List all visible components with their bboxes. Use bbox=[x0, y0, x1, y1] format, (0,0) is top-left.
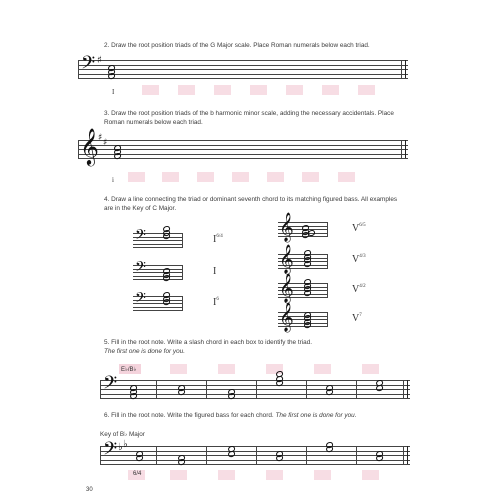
answer-box[interactable] bbox=[267, 172, 284, 182]
q4-left-staff-2 bbox=[133, 259, 183, 279]
treble-clef-icon: 𝄞 bbox=[80, 127, 99, 165]
q6-example-answer: 6/4 bbox=[133, 471, 142, 477]
bass-clef-icon: 𝄢 bbox=[135, 259, 146, 279]
q4-left-figure-2: I bbox=[213, 266, 217, 277]
q4-right-staff-3 bbox=[278, 273, 328, 302]
answer-box[interactable] bbox=[362, 470, 379, 480]
q3-instruction bbox=[104, 110, 414, 127]
answer-box[interactable] bbox=[286, 85, 303, 95]
answer-box[interactable] bbox=[302, 172, 319, 182]
answer-box[interactable] bbox=[142, 85, 159, 95]
q2-staff bbox=[78, 53, 408, 78]
answer-box[interactable] bbox=[170, 364, 187, 374]
answer-box[interactable] bbox=[218, 470, 235, 480]
answer-box[interactable] bbox=[362, 364, 379, 374]
q3-text: Draw the root position triads of the b harmonic minor scale, adding the necessary accidentals. Place Roman numerals below each triad. bbox=[104, 110, 394, 126]
answer-box[interactable] bbox=[170, 470, 187, 480]
sharp-icon: ♯ bbox=[98, 133, 103, 143]
treble-clef-icon: 𝄞 bbox=[279, 212, 294, 241]
q6-instruction bbox=[104, 412, 424, 421]
q2-instruction bbox=[104, 42, 404, 51]
q4-right-staff-2 bbox=[278, 244, 328, 273]
q5-hint: The first one is done for you. bbox=[104, 347, 185, 355]
q2-answer-i: I bbox=[112, 88, 115, 96]
flat-icon: ♭ bbox=[123, 439, 128, 450]
answer-box[interactable] bbox=[314, 470, 331, 480]
q5-number: 5. bbox=[104, 339, 110, 346]
q4-right-figure-3: $V^{4/2}$ bbox=[352, 284, 366, 295]
answer-box[interactable] bbox=[232, 172, 249, 182]
q4-left-figure-3: $I^6$ bbox=[213, 297, 219, 308]
treble-clef-icon: 𝄞 bbox=[279, 244, 294, 273]
answer-box[interactable] bbox=[178, 85, 195, 95]
bass-clef-icon: 𝄢 bbox=[81, 53, 96, 78]
q4-text: Draw a line connecting the triad or dominant seventh chord to its matching figured bass. All examples are in the Key of C Major. bbox=[104, 196, 398, 212]
answer-box[interactable] bbox=[250, 85, 267, 95]
q4-right-figure-2: $V^{4/3}$ bbox=[352, 254, 366, 265]
q5-staff bbox=[100, 373, 410, 398]
flat-icon: ♭ bbox=[118, 442, 123, 453]
sharp-icon: ♯ bbox=[97, 55, 102, 66]
answer-box[interactable] bbox=[218, 364, 235, 374]
q6-staff bbox=[100, 439, 410, 464]
q5-text: Fill in the root note. Write a slash chord in each box to identify the triad. bbox=[111, 339, 313, 346]
q2-text: Draw the root position triads of the G Major scale. Place Roman numerals below each triad. bbox=[111, 42, 370, 49]
q4-right-staff-1 bbox=[278, 212, 328, 241]
q6-hint: The first one is done for you. bbox=[275, 412, 357, 419]
bass-clef-icon: 𝄢 bbox=[103, 439, 118, 464]
q4-instruction bbox=[104, 196, 404, 213]
q5-instruction bbox=[104, 339, 414, 356]
bass-clef-icon: 𝄢 bbox=[135, 227, 146, 247]
q4-left-staff-1 bbox=[133, 227, 183, 247]
q4-right-figure-1: $V^{6/5}$ bbox=[352, 223, 366, 234]
q4-left-figure-1: $I^{6/4}$ bbox=[213, 234, 223, 245]
bass-clef-icon: 𝄢 bbox=[103, 373, 118, 398]
answer-box[interactable] bbox=[314, 364, 331, 374]
q3-staff bbox=[78, 127, 408, 165]
q4-right-staff-4 bbox=[278, 302, 328, 331]
bass-clef-icon: 𝄢 bbox=[135, 290, 146, 310]
q6-text: Fill in the root note. Write the figured bass for each chord. bbox=[111, 412, 274, 419]
answer-box[interactable] bbox=[338, 172, 355, 182]
q3-answer-i: i bbox=[112, 176, 114, 184]
treble-clef-icon: 𝄞 bbox=[279, 302, 294, 331]
answer-box[interactable] bbox=[266, 470, 283, 480]
answer-box[interactable] bbox=[214, 85, 231, 95]
answer-box[interactable] bbox=[322, 85, 339, 95]
q6-key-label: Key of B♭ Major bbox=[100, 431, 145, 438]
q4-right-figure-4: $V^7$ bbox=[352, 313, 362, 324]
answer-box[interactable] bbox=[197, 172, 214, 182]
q2-number: 2. bbox=[104, 42, 110, 49]
answer-box[interactable] bbox=[162, 172, 179, 182]
q3-number: 3. bbox=[104, 110, 110, 117]
q4-left-staff-3 bbox=[133, 290, 183, 310]
q5-example-answer: E♭/B♭ bbox=[121, 367, 137, 373]
treble-clef-icon: 𝄞 bbox=[279, 273, 294, 302]
page-number: 30 bbox=[86, 487, 93, 493]
sharp-icon: ♯ bbox=[103, 138, 108, 148]
q6-number: 6. bbox=[104, 412, 110, 419]
answer-box[interactable] bbox=[128, 172, 145, 182]
answer-box[interactable] bbox=[358, 85, 375, 95]
q4-number: 4. bbox=[104, 196, 110, 203]
